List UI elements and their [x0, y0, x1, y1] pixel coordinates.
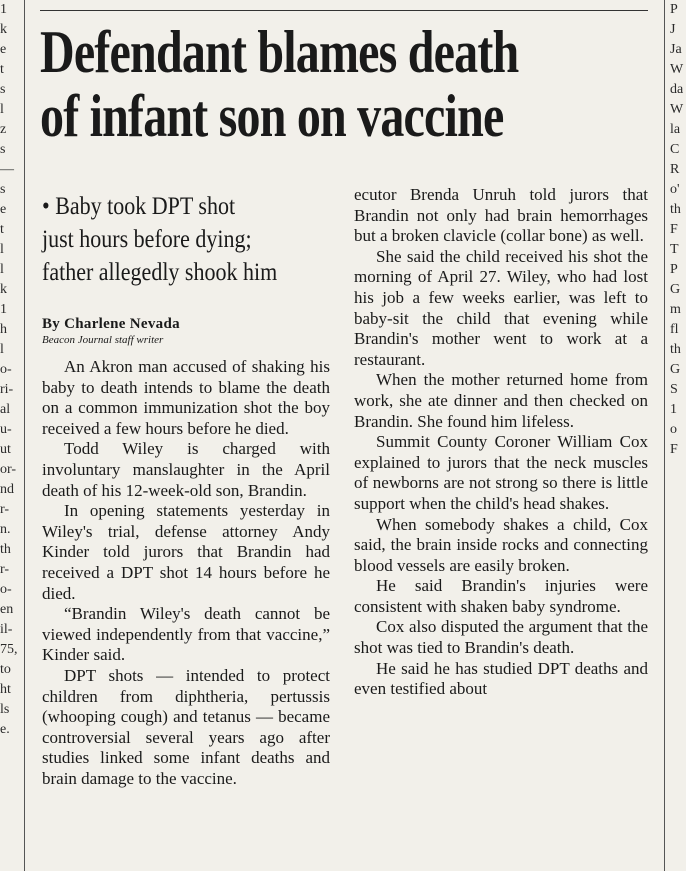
paragraph: He said Brandin's injuries were consistent with shaken baby syndrome.	[354, 576, 648, 616]
right-column-fragment	[670, 0, 686, 460]
right-fragment-line: la	[670, 122, 681, 137]
article-column-1	[42, 357, 330, 789]
right-fragment-line: W	[670, 102, 684, 117]
paragraph: Summit County Coroner William Cox explained to jurors that the neck muscles of newborns are not strong so there is little support when the child's head shakes.	[354, 432, 648, 513]
left-fragment-line: k	[0, 22, 7, 37]
left-fragment-line: 1	[0, 2, 7, 17]
right-fragment-line: F	[670, 442, 678, 457]
article-column-2	[354, 185, 648, 700]
paragraph: An Akron man accused of shaking his baby to death intends to blame the death on a common immunization shot the boy received a few hours before he died.	[42, 357, 330, 438]
right-fragment-line: G	[670, 282, 681, 297]
right-fragment-line: C	[670, 142, 680, 157]
headline-line-1: Defendant blames death	[40, 19, 519, 85]
headline-line-2: of infant son on vaccine	[40, 83, 504, 149]
left-fragment-line: or-	[0, 462, 17, 477]
paragraph: He said he has studied DPT deaths and even testified about	[354, 658, 648, 699]
left-fragment-line: ri-	[0, 382, 14, 397]
left-fragment-line: l	[0, 102, 4, 117]
paragraph: When somebody shakes a child, Cox said, the brain inside rocks and connecting blood vessels are easily broken.	[354, 514, 648, 575]
left-fragment-line: 1	[0, 302, 7, 317]
headline	[40, 20, 528, 148]
left-fragment-line: il-	[0, 622, 13, 637]
right-fragment-line: 1	[670, 402, 677, 417]
left-fragment-line: e.	[0, 722, 10, 737]
right-fragment-line: F	[670, 222, 678, 237]
right-fragment-line: th	[670, 342, 681, 357]
left-fragment-line: to	[0, 662, 11, 677]
left-fragment-line: n.	[0, 522, 11, 537]
paragraph: In opening statements yesterday in Wiley's trial, defense attorney Andy Kinder told jurors that Brandin had received a DPT shot 14 hours before he died.	[42, 501, 330, 603]
left-fragment-line: nd	[0, 482, 14, 497]
left-fragment-line: r-	[0, 562, 10, 577]
left-fragment-line: t	[0, 222, 4, 237]
deck-line-2: just hours before dying;	[42, 226, 252, 253]
paragraph: Todd Wiley is charged with involuntary manslaughter in the April death of his 12-week-old son, Brandin.	[42, 439, 330, 500]
left-fragment-line: ht	[0, 682, 11, 697]
left-fragment-line: —	[0, 162, 14, 177]
left-fragment-line: e	[0, 42, 7, 57]
right-fragment-line: J	[670, 22, 676, 37]
right-fragment-line: th	[670, 202, 681, 217]
right-fragment-line: m	[670, 302, 681, 317]
paragraph: When the mother returned home from work, she ate dinner and then checked on Brandin. She found him lifeless.	[354, 370, 648, 431]
left-column-rule	[24, 0, 25, 871]
left-fragment-line: l	[0, 342, 4, 357]
right-fragment-line: fl	[670, 322, 679, 337]
left-fragment-line: u-	[0, 422, 12, 437]
top-rule	[40, 10, 648, 11]
left-fragment-line: o-	[0, 362, 12, 377]
deck	[42, 190, 306, 289]
left-column-fragment	[0, 0, 18, 740]
left-fragment-line: s	[0, 142, 6, 157]
right-fragment-line: P	[670, 2, 678, 17]
byline-block	[42, 316, 342, 346]
right-fragment-line: S	[670, 382, 678, 397]
left-fragment-line: e	[0, 202, 7, 217]
right-fragment-line: T	[670, 242, 679, 257]
right-fragment-line: G	[670, 362, 681, 377]
left-fragment-line: l	[0, 242, 4, 257]
left-fragment-line: l	[0, 262, 4, 277]
right-fragment-line: da	[670, 82, 684, 97]
right-fragment-line: P	[670, 262, 678, 277]
left-fragment-line: ut	[0, 442, 11, 457]
left-fragment-line: s	[0, 182, 6, 197]
right-fragment-line: W	[670, 62, 684, 77]
byline: By Charlene Nevada	[42, 316, 180, 332]
paragraph: DPT shots — intended to protect children from diphtheria, pertussis (whooping cough) and tetanus — became controversial several years ago after studies linked some infant deaths and brain damage to the vaccine.	[42, 665, 330, 788]
left-fragment-line: en	[0, 602, 14, 617]
left-fragment-line: t	[0, 62, 4, 77]
right-fragment-line: o	[670, 422, 677, 437]
left-fragment-line: z	[0, 122, 7, 137]
byline-role: Beacon Journal staff writer	[42, 334, 164, 346]
right-column-rule	[664, 0, 665, 871]
left-fragment-line: h	[0, 322, 7, 337]
left-fragment-line: al	[0, 402, 11, 417]
paragraph: Cox also disputed the argument that the shot was tied to Brandin's death.	[354, 617, 648, 658]
paragraph: “Brandin Wiley's death cannot be viewed independently from that vaccine,” Kinder said.	[42, 604, 330, 665]
left-fragment-line: 75,	[0, 642, 18, 657]
paragraph: ecutor Brenda Unruh told jurors that Brandin not only had brain hemorrhages but a broken clavicle (collar bone) as well.	[354, 185, 648, 246]
right-fragment-line: Ja	[670, 42, 682, 57]
left-fragment-line: k	[0, 282, 7, 297]
left-fragment-line: r-	[0, 502, 10, 517]
left-fragment-line: s	[0, 82, 6, 97]
paragraph: She said the child received his shot the morning of April 27. Wiley, who had lost his job a few weeks earlier, was left to baby-sit the child that evening while Brandin's mother went to work at a restaurant.	[354, 246, 648, 369]
left-fragment-line: o-	[0, 582, 12, 597]
deck-line-1: • Baby took DPT shot	[42, 193, 236, 220]
left-fragment-line: th	[0, 542, 11, 557]
deck-line-3: father allegedly shook him	[42, 259, 278, 286]
left-fragment-line: ls	[0, 702, 10, 717]
right-fragment-line: R	[670, 162, 680, 177]
right-fragment-line: o'	[670, 182, 680, 197]
